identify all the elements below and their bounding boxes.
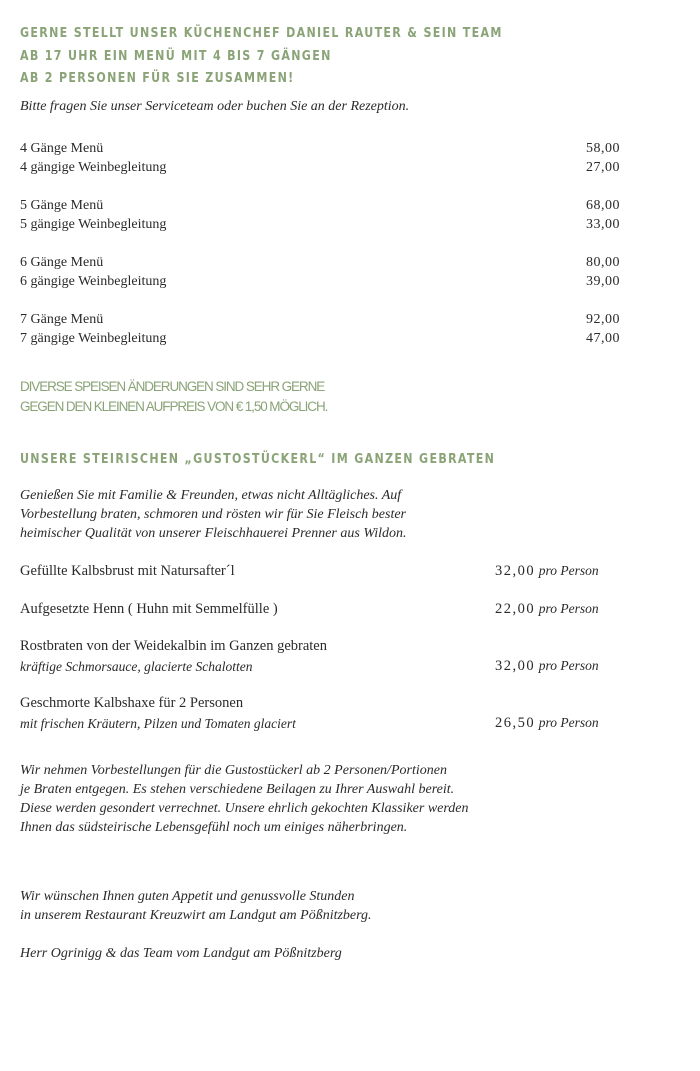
- wine-price: 33,00: [586, 217, 620, 232]
- description-line: heimischer Qualität von unserer Fleischhauerei Prenner aus Wildon.: [20, 526, 407, 541]
- description-line: Genießen Sie mit Familie & Freunden, etwas nicht Alltägliches. Auf: [20, 488, 402, 503]
- closing-line: Wir wünschen Ihnen guten Appetit und genussvolle Stunden: [20, 889, 355, 904]
- menu-page: [20, 22, 620, 963]
- menu-price: 68,00: [586, 198, 620, 213]
- changes-note-line: GEGEN DEN KLEINEN AUFPREIS VON € 1,50 MÖGLICH.: [20, 399, 328, 414]
- wine-label: 6 gängige Weinbegleitung: [20, 274, 167, 289]
- wine-row: [20, 329, 620, 348]
- gusto-item-list: [20, 561, 620, 733]
- menu-row: [20, 253, 620, 272]
- booking-note: Bitte fragen Sie unser Serviceteam oder buchen Sie an der Rezeption.: [20, 99, 410, 114]
- item-name: Gefüllte Kalbsbrust mit Natursafter´l: [20, 563, 235, 579]
- item-price: [495, 561, 620, 581]
- menu-label: 7 Gänge Menü: [20, 312, 104, 327]
- item-price: [495, 656, 620, 676]
- gusto-item-sub-row: [20, 713, 620, 733]
- menu-price: 80,00: [586, 255, 620, 270]
- gusto-item-name-row: [20, 694, 620, 713]
- menu-label: 4 Gänge Menü: [20, 141, 104, 156]
- closing-line: in unserem Restaurant Kreuzwirt am Landgut am Pößnitzberg.: [20, 908, 372, 923]
- gusto-item: [20, 637, 620, 676]
- preorder-line: je Braten entgegen. Es stehen verschiedene Beilagen zu Ihrer Auswahl bereit.: [20, 782, 455, 797]
- menu-price: 58,00: [586, 141, 620, 156]
- gusto-item: [20, 561, 620, 581]
- preorder-line: Wir nehmen Vorbestellungen für die Gustostückerl ab 2 Personen/Portionen: [20, 763, 447, 778]
- price-unit: pro Person: [538, 563, 599, 578]
- wine-label: 7 gängige Weinbegleitung: [20, 331, 167, 346]
- wine-price: 47,00: [586, 331, 620, 346]
- menu-row: [20, 310, 620, 329]
- menu-row: [20, 196, 620, 215]
- menu-group-7: [20, 310, 620, 348]
- wine-row: [20, 158, 620, 177]
- price-value: 26,50: [495, 715, 536, 731]
- wine-price: 39,00: [586, 274, 620, 289]
- wine-price: 27,00: [586, 160, 620, 175]
- menu-label: 6 Gänge Menü: [20, 255, 104, 270]
- item-name: Geschmorte Kalbshaxe für 2 Personen: [20, 695, 244, 711]
- price-value: 22,00: [495, 601, 536, 617]
- headline-line: GERNE STELLT UNSER KÜCHENCHEF DANIEL RAUTER & SEIN TEAM: [20, 25, 503, 41]
- headline-line: AB 2 PERSONEN FÜR SIE ZUSAMMEN!: [20, 70, 295, 86]
- item-name: Aufgesetzte Henn ( Huhn mit Semmelfülle ): [20, 601, 278, 617]
- menu-price-list: [20, 139, 620, 348]
- wine-row: [20, 215, 620, 234]
- preorder-line: Diese werden gesondert verrechnet. Unsere ehrlich gekochten Klassiker werden: [20, 801, 469, 816]
- item-sub: mit frischen Kräutern, Pilzen und Tomaten glaciert: [20, 716, 296, 731]
- wine-row: [20, 272, 620, 291]
- menu-row: [20, 139, 620, 158]
- gusto-item: [20, 694, 620, 733]
- wine-label: 5 gängige Weinbegleitung: [20, 217, 167, 232]
- menu-group-6: [20, 253, 620, 291]
- price-unit: pro Person: [538, 658, 599, 673]
- item-price: [495, 713, 620, 733]
- gusto-item-sub-row: [20, 656, 620, 676]
- menu-price: 92,00: [586, 312, 620, 327]
- changes-note: [20, 377, 620, 417]
- headline-line: AB 17 UHR EIN MENÜ MIT 4 BIS 7 GÄNGEN: [20, 47, 332, 64]
- gusto-item-name-row: [20, 637, 620, 656]
- price-value: 32,00: [495, 658, 536, 674]
- intro-headline: [20, 22, 620, 90]
- item-price: [495, 599, 620, 619]
- closing-paragraph: [20, 887, 620, 925]
- price-unit: pro Person: [538, 601, 599, 616]
- wine-label: 4 gängige Weinbegleitung: [20, 160, 167, 175]
- gusto-item: [20, 599, 620, 619]
- gusto-item-row: [20, 599, 620, 619]
- gusto-description: [20, 486, 620, 543]
- item-name: Rostbraten von der Weidekalbin im Ganzen gebraten: [20, 638, 327, 654]
- price-value: 32,00: [495, 563, 536, 579]
- gusto-heading: UNSERE STEIRISCHEN „GUSTOSTÜCKERL“ IM GANZEN GEBRATEN: [20, 451, 496, 467]
- price-unit: pro Person: [538, 715, 599, 730]
- gusto-item-row: [20, 561, 620, 581]
- menu-group-5: [20, 196, 620, 234]
- menu-group-4: [20, 139, 620, 177]
- signature: Herr Ogrinigg & das Team vom Landgut am Pößnitzberg: [20, 946, 342, 961]
- description-line: Vorbestellung braten, schmoren und rösten wir für Sie Fleisch bester: [20, 507, 406, 522]
- menu-label: 5 Gänge Menü: [20, 198, 104, 213]
- preorder-paragraph: [20, 761, 620, 837]
- item-sub: kräftige Schmorsauce, glacierte Schalotten: [20, 659, 253, 674]
- preorder-line: Ihnen das südsteirische Lebensgefühl noch um einiges näherbringen.: [20, 820, 408, 835]
- changes-note-line: DIVERSE SPEISEN ÄNDERUNGEN SIND SEHR GERNE: [20, 379, 325, 394]
